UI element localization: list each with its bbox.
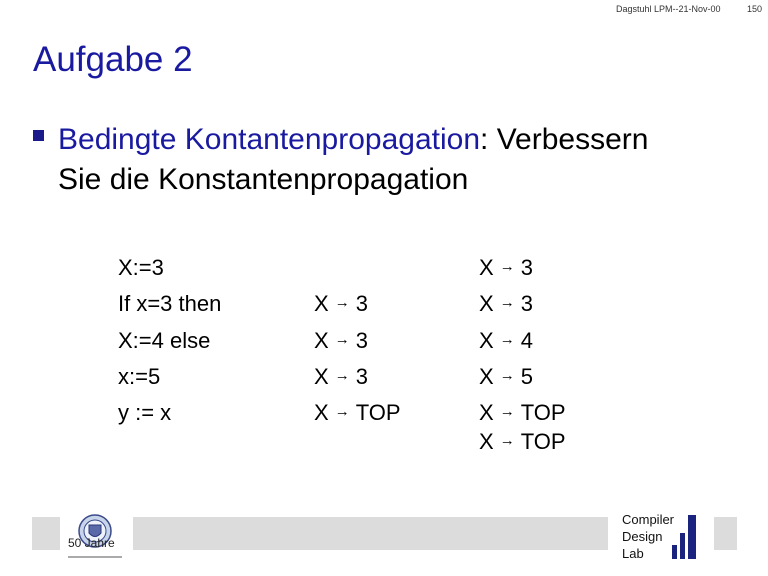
bullet-highlight: Bedingte Kontantenpropagation bbox=[58, 123, 481, 156]
compiler-design-lab-logo bbox=[622, 511, 702, 561]
mapping-var: X bbox=[479, 328, 494, 353]
header-meta: Dagstuhl LPM--21-Nov-00 bbox=[616, 4, 721, 14]
anniversary-logo bbox=[62, 513, 128, 561]
mapping-value: 3 bbox=[520, 291, 533, 316]
mapping-line bbox=[479, 328, 533, 354]
mapping-var: X bbox=[479, 291, 494, 316]
mapping-var: X bbox=[314, 400, 329, 425]
arrow-icon: → bbox=[334, 294, 350, 311]
arrow-icon: → bbox=[499, 258, 515, 275]
footer-bar-middle bbox=[133, 517, 608, 550]
mapping-line bbox=[314, 364, 368, 390]
footer-bar-left bbox=[32, 517, 60, 550]
mapping-var: X bbox=[479, 429, 494, 454]
arrow-icon: → bbox=[334, 331, 350, 348]
arrow-icon: → bbox=[499, 432, 515, 449]
footer-bar-right bbox=[714, 517, 737, 550]
arrow-icon: → bbox=[499, 367, 515, 384]
mapping-line bbox=[479, 429, 566, 455]
arrow-icon: → bbox=[499, 403, 515, 420]
bullet-text bbox=[58, 120, 748, 200]
bullet-square-icon bbox=[33, 130, 44, 141]
mapping-line bbox=[314, 400, 401, 426]
code-line: X:=4 else bbox=[118, 328, 211, 353]
mapping-var: X bbox=[314, 291, 329, 316]
slide-title: Aufgabe 2 bbox=[33, 40, 193, 79]
mapping-line bbox=[479, 400, 566, 426]
mapping-var: X bbox=[479, 255, 494, 280]
code-line: y := x bbox=[118, 400, 172, 425]
mapping-line bbox=[314, 291, 368, 317]
arrow-icon: → bbox=[334, 367, 350, 384]
mapping-value: TOP bbox=[520, 429, 566, 454]
mapping-value: TOP bbox=[355, 400, 401, 425]
mapping-line bbox=[314, 328, 368, 354]
cdl-line-2: Design bbox=[622, 529, 663, 544]
mapping-value: 4 bbox=[520, 328, 533, 353]
mapping-value: 5 bbox=[520, 364, 533, 389]
page-number: 150 bbox=[747, 4, 763, 14]
mapping-line bbox=[479, 364, 533, 390]
cdl-line-1: Compiler bbox=[622, 512, 675, 527]
mapping-line bbox=[479, 291, 533, 317]
arrow-icon: → bbox=[499, 331, 515, 348]
arrow-icon: → bbox=[334, 403, 350, 420]
mapping-value: 3 bbox=[355, 328, 368, 353]
mapping-line bbox=[479, 255, 533, 281]
bullet-line2: Sie die Konstantenpropagation bbox=[58, 163, 469, 196]
cdl-line-3: Lab bbox=[622, 546, 644, 561]
code-line: If x=3 then bbox=[118, 291, 222, 316]
code-line: x:=5 bbox=[118, 364, 161, 389]
mapping-var: X bbox=[479, 400, 494, 425]
anniversary-text: 50 Jahre bbox=[68, 536, 115, 550]
cdl-bars-icon bbox=[672, 513, 700, 561]
mapping-var: X bbox=[314, 364, 329, 389]
mapping-var: X bbox=[479, 364, 494, 389]
mapping-value: 3 bbox=[355, 291, 368, 316]
mapping-value: TOP bbox=[520, 400, 566, 425]
bullet-rest: : Verbessern bbox=[480, 123, 649, 156]
code-line: X:=3 bbox=[118, 255, 164, 280]
mapping-value: 3 bbox=[355, 364, 368, 389]
mapping-var: X bbox=[314, 328, 329, 353]
arrow-icon: → bbox=[499, 294, 515, 311]
mapping-value: 3 bbox=[520, 255, 533, 280]
